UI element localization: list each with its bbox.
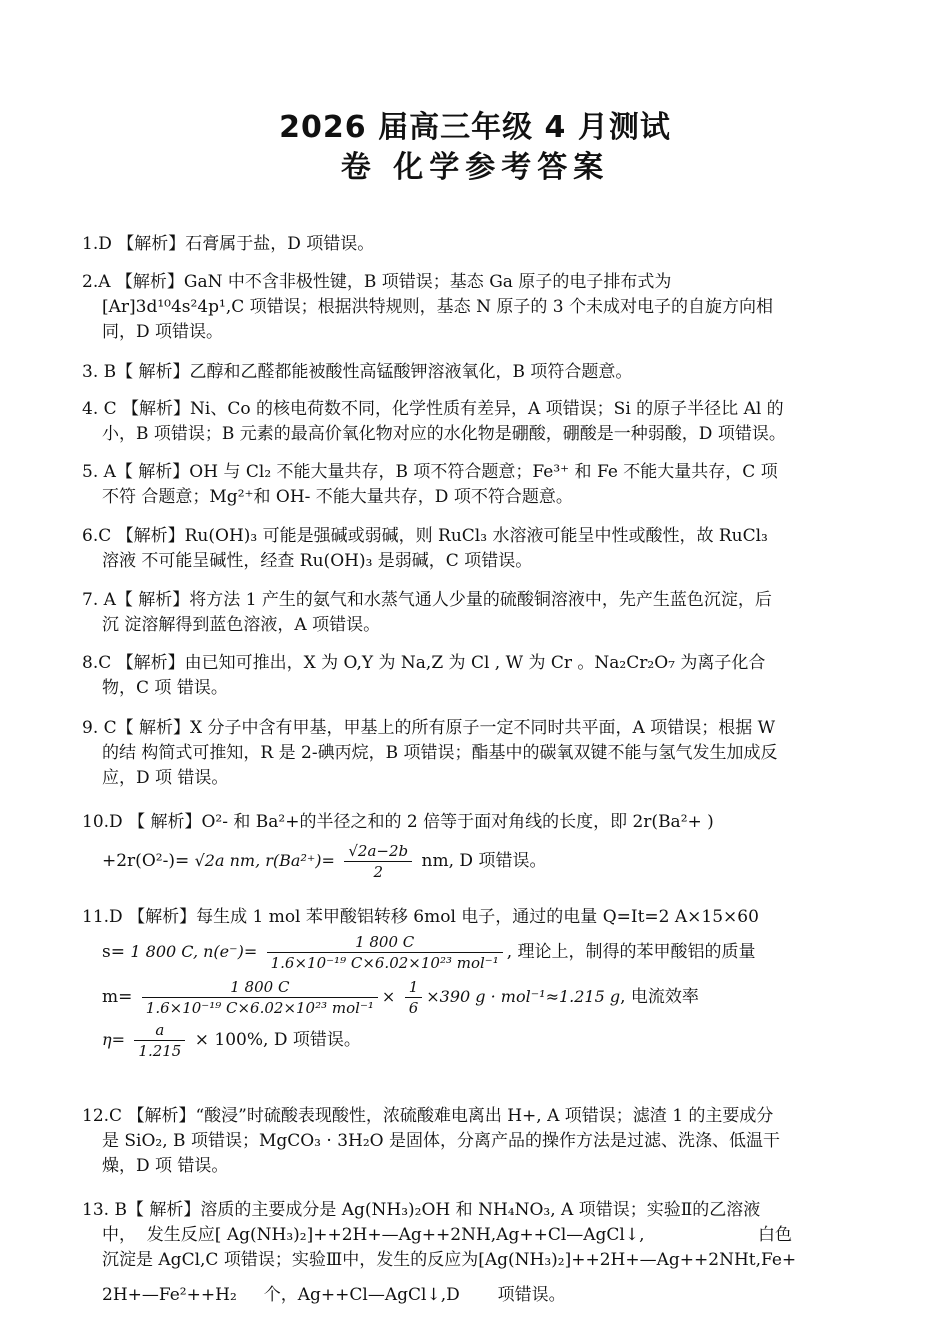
fraction-denominator: 2 — [373, 863, 384, 881]
formula-line-m — [82, 977, 862, 1018]
fraction-denominator: 1.215 — [138, 1042, 182, 1060]
answer-line: 6.C 【解析】Ru(OH)₃ 可能是强碱或弱碱，则 RuCl₃ 水溶液可能呈中性或酸性，故 RuCl₃ — [82, 526, 768, 546]
answer-line: 是 SiO₂, B 项错误；MgCO₃ · 3H₂O 是固体，分离产品的操作方法是过滤、洗涤、低温干 — [102, 1131, 780, 1151]
page-title-line1: 2026 届高三年级 4 月测试 — [279, 110, 671, 145]
answer-line: 7. A【 解析】将方法 1 产生的氨气和水蒸气通人少量的硫酸铜溶液中，先产生蓝色沉淀，后 — [82, 590, 772, 610]
answer-item-11 — [82, 905, 862, 1061]
formula-label: m= — [102, 987, 133, 1007]
fraction-denominator: 6 — [408, 999, 419, 1017]
formula-operator: × — [381, 987, 396, 1006]
formula-line-eta — [82, 1020, 862, 1061]
answer-item-12 — [82, 1104, 862, 1179]
formula-line-s — [82, 932, 862, 973]
formula-fraction — [134, 1020, 185, 1061]
answer-item-10 — [82, 810, 862, 882]
answer-line: 9. C【 解析】X 分子中含有甲基，甲基上的所有原子一定不同时共平面，A 项错误；根据 W — [82, 718, 776, 738]
answer-line: 2H+—Fe²++H₂ 个，Ag++Cl—AgCl↓,D 项错误。 — [102, 1285, 566, 1305]
formula-expr: √2a nm, r(Ba²⁺)= — [194, 851, 335, 870]
answer-item-4 — [82, 397, 862, 447]
answer-line: 4. C 【解析】Ni、Co 的核电荷数不同，化学性质有差异，A 项错误；Si 的原子半径比 Al 的 — [82, 399, 784, 419]
answer-item-3 — [82, 360, 862, 385]
answer-line: 3. B【 解析】乙醇和乙醛都能被酸性高锰酸钾溶液氧化，B 项符合题意。 — [82, 362, 633, 382]
answer-line: 沉淀是 AgCl,C 项错误；实验Ⅲ中，发生的反应为[Ag(NH₃)₂]++2H+—Ag++2NHt,Fe+ — [102, 1250, 797, 1270]
fraction-numerator: √2a−2b — [344, 841, 412, 862]
answer-item-1 — [82, 232, 862, 257]
answer-line: [Ar]3d¹⁰4s²4p¹,C 项错误；根据洪特规则，基态 N 原子的 3 个未成对电子的自旋方向相 — [102, 297, 773, 317]
formula-fraction — [344, 841, 412, 882]
answer-line: 12.C 【解析】“酸浸”时硫酸表现酸性，浓硫酸难电离出 H+, A 项错误；滤渣 1 的主要成分 — [82, 1106, 774, 1126]
fraction-denominator: 1.6×10⁻¹⁹ C×6.02×10²³ mol⁻¹ — [270, 954, 499, 972]
answer-item-9 — [82, 716, 862, 791]
fraction-numerator: 1 800 C — [142, 977, 378, 998]
answer-line: 的结 构简式可推知，R 是 2-碘丙烷，B 项错误；酯基中的碳氧双键不能与氢气发生加成反 — [102, 743, 778, 763]
formula-label: η= — [102, 1030, 125, 1049]
answer-line: 5. A【 解析】OH 与 Cl₂ 不能大量共存，B 项不符合题意；Fe³⁺ 和 Fe 不能大量共存，C 项 — [82, 462, 778, 482]
formula-tail: , 电流效率 — [620, 987, 699, 1007]
answer-line: 10.D 【 解析】O²- 和 Ba²+的半径之和的 2 倍等于面对角线的长度，即 2r(Ba²+ ) — [82, 812, 714, 832]
formula-label: s= — [102, 942, 125, 962]
answer-item-13 — [82, 1198, 862, 1308]
answer-item-7 — [82, 588, 862, 638]
answer-line: 2.A 【解析】GaN 中不含非极性键，B 项错误；基态 Ga 原子的电子排布式为 — [82, 272, 672, 292]
answer-line: 13. B【 解析】溶质的主要成分是 Ag(NH₃)₂OH 和 NH₄NO₃, A 项错误；实验Ⅱ的乙溶液 — [82, 1200, 761, 1220]
page-title-line2: 卷 化学参考答案 — [340, 150, 610, 185]
answer-line: 中， 发生反应[ Ag(NH₃)₂]++2H+—Ag++2NH,Ag++Cl—AgCl↓, 白色 — [102, 1225, 792, 1245]
answer-item-8 — [82, 651, 862, 701]
fraction-numerator: 1 800 C — [267, 932, 503, 953]
answer-line: 溶液 不可能呈碱性，经查 Ru(OH)₃ 是弱碱，C 项错误。 — [102, 551, 533, 571]
answer-line: 小，B 项错误；B 元素的最高价氧化物对应的水化物是硼酸，硼酸是一种弱酸，D 项错误。 — [102, 424, 786, 444]
answer-line: 1.D 【解析】石膏属于盐，D 项错误。 — [82, 234, 375, 254]
answer-item-2 — [82, 270, 862, 345]
answer-line: 燥，D 项 错误。 — [102, 1156, 229, 1176]
answer-item-6 — [82, 524, 862, 574]
answer-line: 沉 淀溶解得到蓝色溶液，A 项错误。 — [102, 615, 381, 635]
formula-expr: 1 800 C, n(e⁻)= — [130, 942, 258, 961]
formula-fraction — [267, 932, 503, 973]
fraction-numerator: a — [134, 1020, 185, 1041]
formula-lead: +2r(O²-)= — [102, 851, 190, 871]
fraction-denominator: 1.6×10⁻¹⁹ C×6.02×10²³ mol⁻¹ — [145, 999, 374, 1017]
answer-line: 应，D 项 错误。 — [102, 768, 229, 788]
answer-line: 物，C 项 错误。 — [102, 678, 228, 698]
fraction-numerator: 1 — [405, 977, 423, 998]
answer-line: 同，D 项错误。 — [102, 322, 224, 342]
formula-expr: ×390 g · mol⁻¹≈1.215 g — [426, 987, 621, 1006]
formula-tail: , 理论上，制得的苯甲酸铝的质量 — [506, 942, 756, 962]
formula-tail: × 100%, D 项错误。 — [194, 1030, 361, 1050]
answer-line: 不符 合题意；Mg²⁺和 OH- 不能大量共存，D 项不符合题意。 — [102, 487, 573, 507]
formula-fraction — [142, 977, 378, 1018]
answer-line: 8.C 【解析】由已知可推出，X 为 O,Y 为 Na,Z 为 Cl , W 为 Cr 。Na₂Cr₂O₇ 为离子化合 — [82, 653, 766, 673]
formula-line — [82, 841, 862, 882]
formula-tail: nm, D 项错误。 — [421, 851, 547, 871]
formula-fraction — [405, 977, 423, 1018]
answer-item-5 — [82, 460, 862, 510]
answer-line: 11.D 【解析】每生成 1 mol 苯甲酸铝转移 6mol 电子，通过的电量 Q=It=2 A×15×60 — [82, 907, 759, 927]
